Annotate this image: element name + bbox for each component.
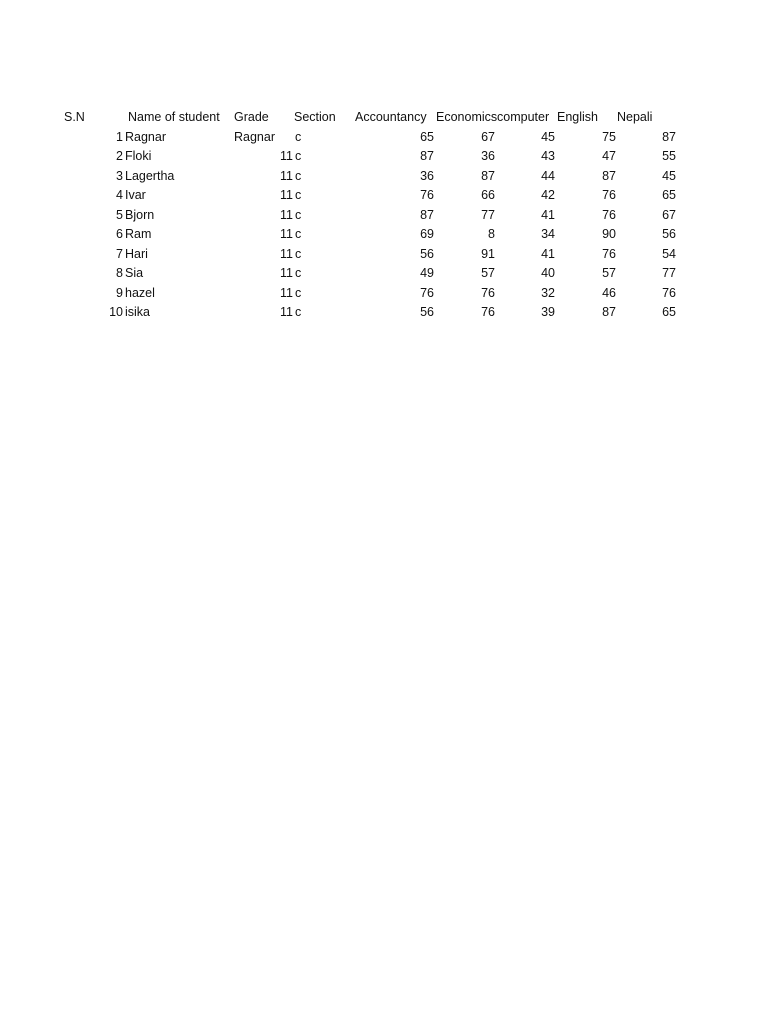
table-row <box>0 245 768 265</box>
cell-english: 57 <box>602 266 616 280</box>
cell-grade: 11 <box>280 266 293 280</box>
cell-computer: 45 <box>541 129 555 144</box>
cell-section: c <box>295 207 302 222</box>
cell-accountancy: 69 <box>420 227 434 241</box>
cell-name: Lagertha <box>125 168 175 183</box>
cell-english: 75 <box>602 129 616 144</box>
cell-accountancy: 56 <box>420 305 434 319</box>
cell-section: c <box>295 129 302 144</box>
cell-name: Sia <box>125 266 144 280</box>
table-row <box>0 167 768 187</box>
cell-english: 47 <box>602 149 616 163</box>
cell-economics: 87 <box>481 168 495 183</box>
cell-english: 76 <box>602 207 616 222</box>
cell-grade: 11 <box>280 207 293 222</box>
cell-computer: 40 <box>541 266 555 280</box>
cell-accountancy: 76 <box>420 285 434 300</box>
cell-sn: 10 <box>109 305 123 319</box>
cell-grade: Ragnar <box>234 129 275 144</box>
cell-grade: 11 <box>280 246 293 261</box>
cell-nepali: 76 <box>662 285 676 300</box>
cell-computer: 39 <box>541 305 555 319</box>
header-computer: computer <box>497 110 550 124</box>
header-row <box>0 108 768 128</box>
table-row <box>0 303 768 323</box>
cell-section: c <box>295 227 302 241</box>
cell-computer: 43 <box>541 149 555 163</box>
cell-nepali: 87 <box>662 129 676 144</box>
cell-sn: 5 <box>116 207 123 222</box>
cell-computer: 44 <box>541 168 555 183</box>
header-accountancy: Accountancy <box>355 110 427 124</box>
cell-nepali: 55 <box>662 149 676 163</box>
cell-grade: 11 <box>280 168 293 183</box>
cell-computer: 41 <box>541 246 555 261</box>
header-name-of-student: Name of student <box>128 110 220 124</box>
cell-nepali: 54 <box>662 246 676 261</box>
cell-computer: 32 <box>541 285 555 300</box>
cell-economics: 76 <box>481 305 495 319</box>
cell-sn: 2 <box>116 149 123 163</box>
cell-english: 90 <box>602 227 616 241</box>
cell-section: c <box>295 266 302 280</box>
cell-name: isika <box>125 305 151 319</box>
cell-section: c <box>295 149 302 163</box>
cell-name: Ivar <box>125 188 146 202</box>
cell-grade: 11 <box>280 188 293 202</box>
cell-sn: 4 <box>116 188 123 202</box>
cell-sn: 1 <box>116 129 123 144</box>
cell-accountancy: 65 <box>420 129 434 144</box>
cell-economics: 76 <box>481 285 495 300</box>
cell-name: hazel <box>125 285 155 300</box>
cell-sn: 3 <box>116 168 123 183</box>
cell-name: Ragnar <box>125 129 166 144</box>
cell-section: c <box>295 188 302 202</box>
cell-sn: 6 <box>116 227 123 241</box>
cell-section: c <box>295 285 302 300</box>
cell-english: 87 <box>602 305 616 319</box>
cell-name: Floki <box>125 149 152 163</box>
cell-grade: 11 <box>280 285 293 300</box>
cell-english: 87 <box>602 168 616 183</box>
cell-accountancy: 87 <box>420 207 434 222</box>
table-row <box>0 147 768 167</box>
cell-name: Bjorn <box>125 207 155 222</box>
header-economics: Economics <box>436 110 498 124</box>
table-body <box>0 128 768 323</box>
cell-english: 76 <box>602 188 616 202</box>
cell-computer: 42 <box>541 188 555 202</box>
cell-sn: 7 <box>116 246 123 261</box>
cell-grade: 11 <box>280 305 293 319</box>
cell-section: c <box>295 168 302 183</box>
cell-economics: 91 <box>481 246 495 261</box>
cell-economics: 57 <box>481 266 495 280</box>
cell-economics: 66 <box>481 188 495 202</box>
table-row <box>0 186 768 206</box>
table-row <box>0 206 768 226</box>
header-section: Section <box>294 110 336 124</box>
header-sn: S.N <box>64 110 85 124</box>
cell-nepali: 65 <box>662 188 676 202</box>
cell-grade: 11 <box>280 149 293 163</box>
cell-name: Hari <box>125 246 148 261</box>
cell-sn: 9 <box>116 285 123 300</box>
cell-accountancy: 56 <box>420 246 434 261</box>
cell-section: c <box>295 305 302 319</box>
cell-accountancy: 87 <box>420 149 434 163</box>
table-row <box>0 284 768 304</box>
cell-nepali: 67 <box>662 207 676 222</box>
header-nepali: Nepali <box>617 110 653 124</box>
cell-accountancy: 76 <box>420 188 434 202</box>
cell-economics: 8 <box>488 227 495 241</box>
cell-nepali: 45 <box>662 168 676 183</box>
header-grade: Grade <box>234 110 269 124</box>
cell-accountancy: 49 <box>420 266 434 280</box>
cell-computer: 41 <box>541 207 555 222</box>
cell-grade: 11 <box>280 227 293 241</box>
header-english: English <box>557 110 598 124</box>
cell-nepali: 56 <box>662 227 676 241</box>
cell-section: c <box>295 246 302 261</box>
spreadsheet-table <box>0 108 768 323</box>
cell-nepali: 65 <box>662 305 676 319</box>
cell-economics: 67 <box>481 129 495 144</box>
cell-english: 76 <box>602 246 616 261</box>
table-row <box>0 225 768 245</box>
table-row <box>0 264 768 284</box>
cell-accountancy: 36 <box>420 168 434 183</box>
table-row <box>0 128 768 148</box>
cell-english: 46 <box>602 285 616 300</box>
cell-economics: 77 <box>481 207 495 222</box>
cell-sn: 8 <box>116 266 123 280</box>
cell-economics: 36 <box>481 149 495 163</box>
cell-nepali: 77 <box>662 266 676 280</box>
cell-computer: 34 <box>541 227 555 241</box>
cell-name: Ram <box>125 227 152 241</box>
